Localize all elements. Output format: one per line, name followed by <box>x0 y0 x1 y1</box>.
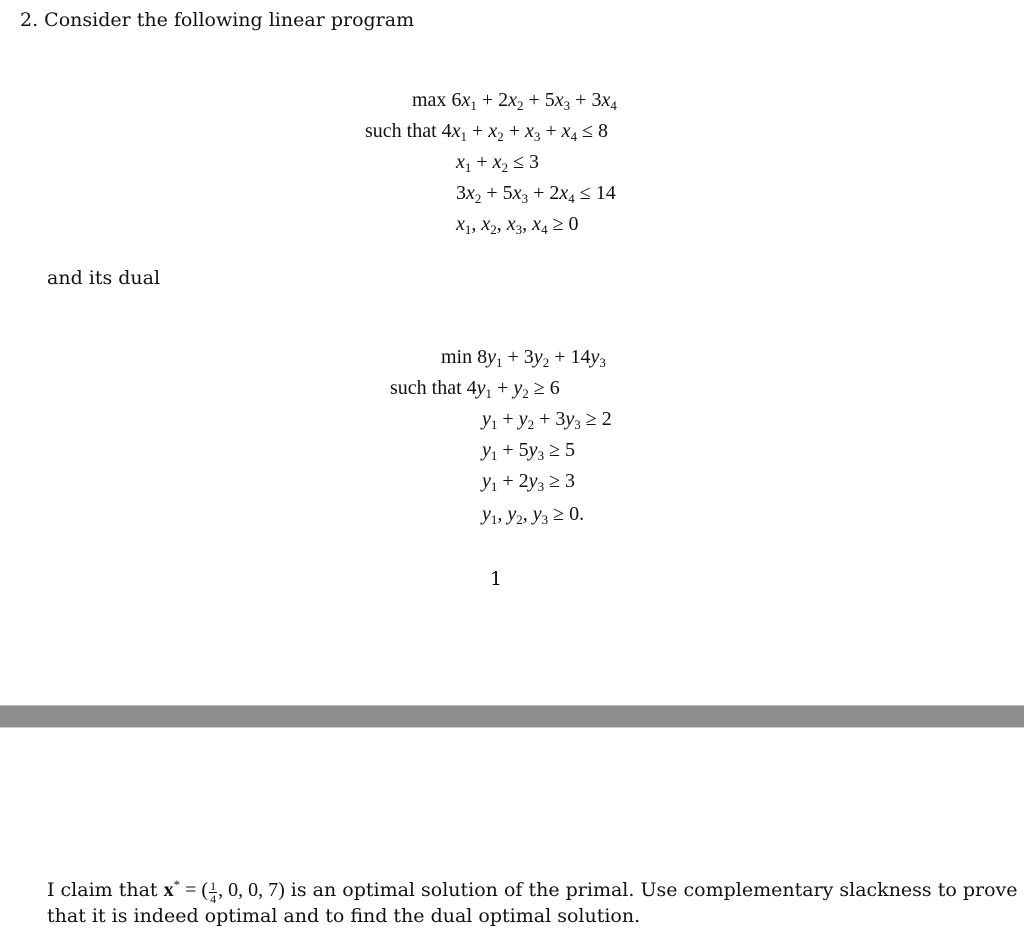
fraction-one-quarter: $\frac{1}{4}$ <box>210 879 217 906</box>
page-number: 1 <box>490 568 503 590</box>
claim-lead-text: I claim that <box>47 879 158 901</box>
dual-objective-keyword: min <box>441 346 473 368</box>
dual-constraint-2: $y_1 + y_2 + 3y_3 \ge 2$ <box>482 408 612 432</box>
dual-constraint-4: $y_1 + 2y_3 \ge 3$ <box>482 470 576 494</box>
dual-constraint-1 <box>390 376 560 400</box>
primal-constraint-1 <box>365 119 608 143</box>
primal-objective-keyword: max <box>412 89 447 111</box>
primal-constraint-keyword: such that <box>365 120 437 142</box>
primal-constraint-3: $3x_2 + 5x_3 + 2x_4 \le 14$ <box>456 182 616 206</box>
primal-objective <box>412 88 617 112</box>
dual-objective <box>441 345 606 369</box>
dual-objective-expression: $8y_1 + 3y_2 + 14y_3$ <box>477 346 606 370</box>
dual-constraint-1-expression: $4y_1 + y_2 \ge 6$ <box>466 377 560 401</box>
claim-vector: x* = ( $\frac{1}{4}$ , 0, 0, 7) <box>163 877 285 906</box>
primal-constraint-1-expression: $4x_1 + x_2 + x_3 + x_4 \le 8$ <box>441 120 609 144</box>
dual-intro-text: and its dual <box>47 267 161 289</box>
claim-trailing-text: is an optimal solution of the primal. Use complementary slackness to prove <box>290 879 1018 901</box>
dual-constraint-3: $y_1 + 5y_3 \ge 5$ <box>482 439 576 463</box>
primal-nonnegativity: $x_1$, $x_2$, $x_3$, $x_4 \ge 0$ <box>456 213 579 237</box>
problem-heading: 2. Consider the following linear program <box>20 9 415 31</box>
primal-objective-expression: $6x_1 + 2x_2 + 5x_3 + 3x_4$ <box>451 89 617 113</box>
dual-nonnegativity: $y_1$, $y_2$, $y_3 \ge 0$. <box>482 503 585 527</box>
primal-constraint-2: $x_1 + x_2 \le 3$ <box>456 151 540 175</box>
dual-constraint-keyword: such that <box>390 377 462 399</box>
page-break-divider <box>0 705 1024 728</box>
claim-line-1 <box>47 878 1018 905</box>
claim-line-2: that it is indeed optimal and to find the dual optimal solution. <box>47 905 641 927</box>
